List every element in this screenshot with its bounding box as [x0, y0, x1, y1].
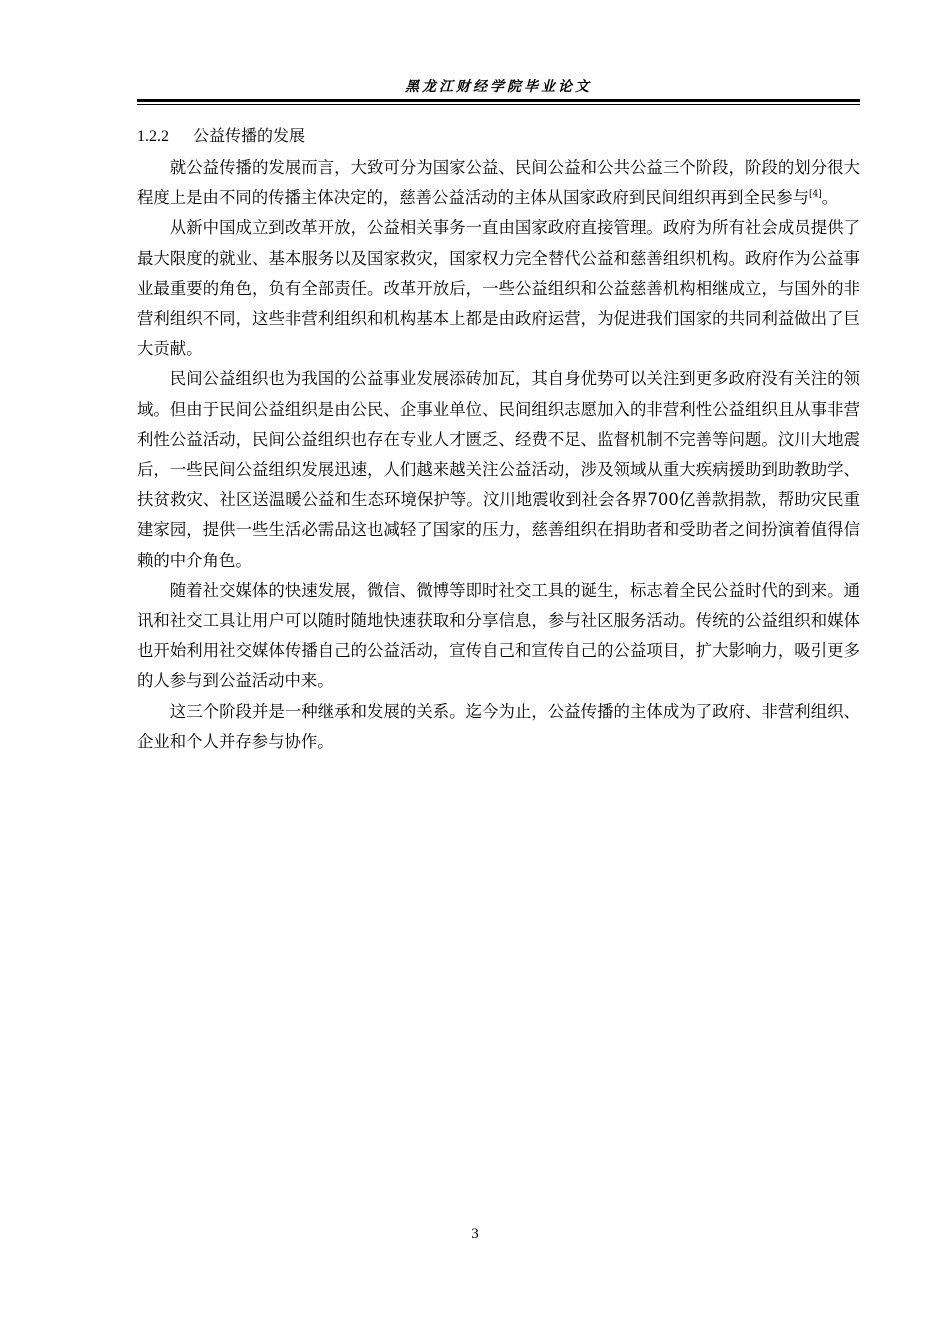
paragraph-1-text: 就公益传播的发展而言，大致可分为国家公益、民间公益和公共公益三个阶段，阶段的划分很大程度上是由不同的传播主体决定的，慈善公益活动的主体从国家政府到民间组织再到全民参与 [137, 158, 860, 208]
paragraph-2: 从新中国成立到改革开放，公益相关事务一直由国家政府直接管理。政府为所有社会成员提供了最大限度的就业、基本服务以及国家救灾，国家权力完全替代公益和慈善组织机构。政府作为公益事业最重要的角色，负有全部责任。改革开放后，一些公益组织和公益慈善机构相继成立，与国外的非营利组织不同，这些非营利组织和机构基本上都是由政府运营，为促进我们国家的共同利益做出了巨大贡献。 [137, 218, 860, 359]
section-number: 1.2.2 [137, 128, 169, 145]
paragraph-5: 这三个阶段并是一种继承和发展的关系。迄今为止，公益传播的主体成为了政府、非营利组织、企业和个人并存参与协作。 [137, 701, 860, 751]
header-rule-thick [137, 99, 860, 102]
paragraph-1-tail: 。 [821, 188, 839, 208]
header-rule-thin [137, 104, 860, 105]
document-body [137, 121, 860, 757]
section-heading [137, 121, 860, 151]
page-header [137, 74, 860, 106]
header-title: 黑龙江财经学院毕业论文 [405, 79, 592, 95]
paragraph-3: 民间公益组织也为我国的公益事业发展添砖加瓦，其自身优势可以关注到更多政府没有关注的领域。但由于民间公益组织是由公民、企事业单位、民间组织志愿加入的非营利性公益组织且从事非营利性公益活动，民间公益组织也存在专业人才匮乏、经费不足、监督机制不完善等问题。汶川大地震后，一些民间公益组织发展迅速，人们越来越关注公益活动，涉及领域从重大疾病援助到助教助学、扶贫救灾、社区送温暖公益和生态环境保护等。汶川地震收到社会各界700亿善款捐款，帮助灾民重建家园，提供一些生活必需品这也减轻了国家的压力，慈善组织在捐助者和受助者之间扮演着值得信赖的中介角色。 [137, 369, 860, 570]
paragraph-1 [137, 153, 860, 213]
section-title: 公益传播的发展 [193, 126, 306, 145]
citation-4[interactable]: [4] [809, 189, 822, 200]
paragraph-4: 随着社交媒体的快速发展，微信、微博等即时社交工具的诞生，标志着全民公益时代的到来。通讯和社交工具让用户可以随时随地快速获取和分享信息，参与社区服务活动。传统的公益组织和媒体也开始利用社交媒体传播自己的公益活动，宣传自己和宣传自己的公益项目，扩大影响力，吸引更多的人参与到公益活动中来。 [137, 580, 860, 691]
page-number: 3 [471, 1226, 479, 1242]
